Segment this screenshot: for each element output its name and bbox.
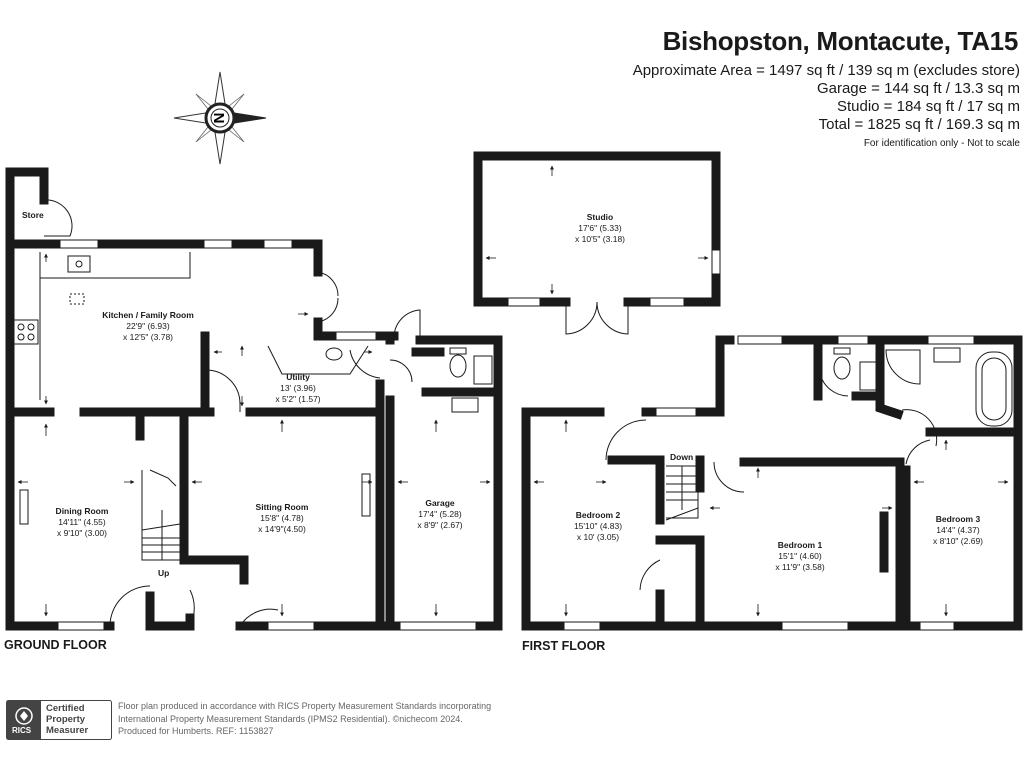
room-bedroom3-label [933,514,983,547]
area-studio: Studio = 184 sq ft / 17 sq m [836,98,1020,115]
room-bedroom1-dim2: x 11'9" (3.58) [775,562,825,572]
rics-badge-line2: Property [46,714,86,725]
room-utility-label [275,372,320,405]
room-utility-dim1: 13' (3.96) [280,383,316,393]
room-bedroom2-dim1: 15'10" (4.83) [573,521,623,531]
room-studio-dim1: 17'6" (5.33) [578,223,622,233]
footer-line3: Produced for Humberts. REF: 1153827 [118,726,274,736]
room-sitting-name: Sitting Room [255,502,309,512]
area-approximate: Approximate Area = 1497 sq ft / 139 sq m (excludes store) [632,62,1020,79]
rics-badge-text [46,703,88,736]
room-garage-label [417,498,462,531]
first-floor-walls [526,340,1018,626]
room-bedroom2-name: Bedroom 2 [575,510,621,520]
room-dining-name: Dining Room [55,506,109,516]
scale-note: For identification only - Not to scale [863,138,1020,149]
room-utility-dim2: x 5'2" (1.57) [275,394,321,404]
footer-line2: International Property Measurement Standards (IPMS2 Residential). ©nichecom 2024. [118,713,463,724]
compass-north-letter: N [210,112,227,124]
room-studio-label [575,212,625,245]
area-garage: Garage = 144 sq ft / 13.3 sq m [816,80,1020,97]
room-bedroom3-dim1: 14'4" (4.37) [936,525,980,535]
room-garage-dim2: x 8'9" (2.67) [417,520,463,530]
ground-floor-windows [55,240,476,630]
kitchen-fittings [14,252,492,524]
room-utility-name: Utility [286,372,310,382]
room-bedroom1-name: Bedroom 1 [777,540,823,550]
ground-stairs [142,470,180,560]
room-kitchen-dim1: 22'9" (6.93) [126,321,170,331]
room-store-label: Store [22,210,44,220]
rics-brand-text: RICS [12,726,32,735]
room-sitting-label [256,502,309,535]
room-bedroom1-label [775,540,824,573]
room-sitting-dim1: 15'8" (4.78) [260,513,304,523]
footer-line1: Floor plan produced in accordance with RICS Property Measurement Standards incorporating [118,701,492,711]
first-floor-label: FIRST FLOOR [522,639,606,653]
room-bedroom3-name: Bedroom 3 [935,514,981,524]
room-garage-name: Garage [425,498,455,508]
studio-french-doors [566,302,628,334]
room-bedroom1-dim1: 15'1" (4.60) [778,551,822,561]
room-garage-dim1: 17'4" (5.28) [418,509,462,519]
room-dining-dim2: x 9'10" (3.00) [56,528,107,538]
first-floor-windows [564,336,974,630]
room-studio-name: Studio [586,212,614,222]
rics-badge-line3: Measurer [46,725,89,736]
room-bedroom2-label [574,510,622,543]
footer-disclaimer [118,700,491,738]
property-title: Bishopston, Montacute, TA15 [662,26,1018,56]
stairs-up-label: Up [158,568,170,578]
room-kitchen-dim2: x 12'5" (3.78) [123,332,173,342]
room-bedroom2-dim2: x 10' (3.05) [576,532,620,542]
stairs-down-label: Down [670,452,694,462]
room-kitchen-label [102,310,194,343]
area-total: Total = 1825 sq ft / 169.3 sq m [818,116,1020,133]
room-dining-dim1: 14'11" (4.55) [58,517,106,527]
room-kitchen-name: Kitchen / Family Room [102,310,194,320]
room-sitting-dim2: x 14'9"(4.50) [258,524,306,534]
rics-certified-badge [6,700,112,740]
room-dining-label [56,506,109,539]
room-studio-dim2: x 10'5" (3.18) [575,234,625,244]
dimension-arrows [18,166,1008,616]
rics-badge-line1: Certified [46,703,85,714]
first-stairs [666,466,698,520]
room-bedroom3-dim2: x 8'10" (2.69) [933,536,983,546]
ground-floor-label: GROUND FLOOR [4,638,107,652]
